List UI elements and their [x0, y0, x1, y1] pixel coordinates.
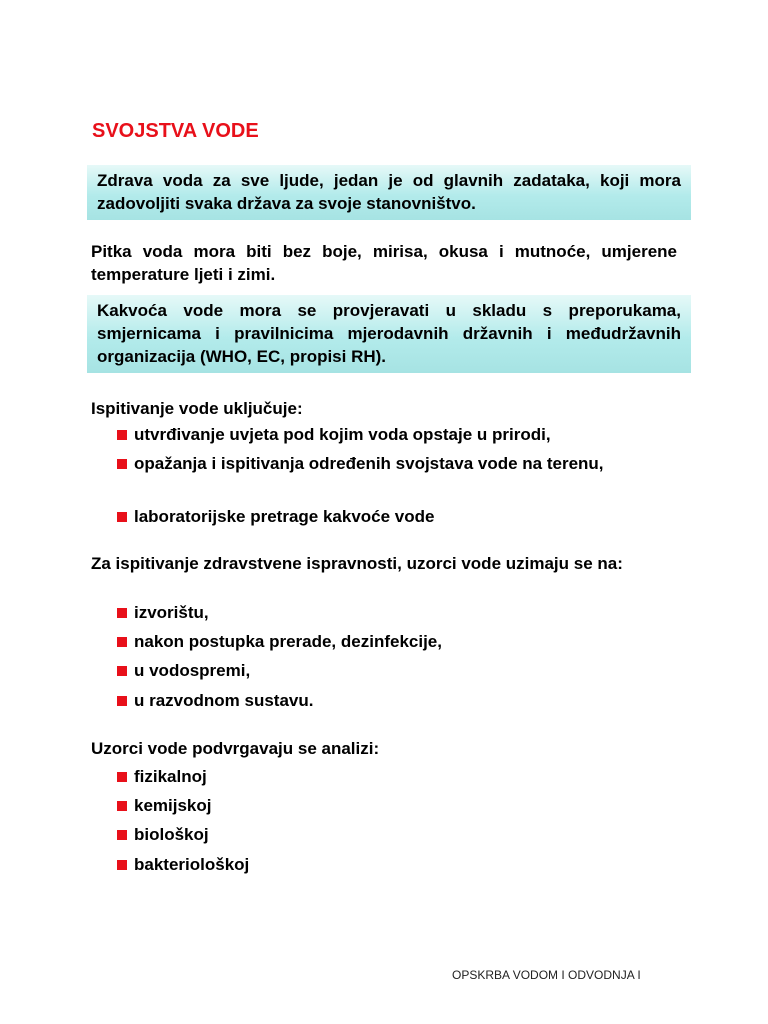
page-footer: OPSKRBA VODOM I ODVODNJA I	[452, 968, 641, 982]
bullet-square-icon	[117, 801, 127, 811]
list-item	[114, 630, 677, 653]
quality-box: Kakvoća vode mora se provjeravati u skladu s preporukama, smjernicama i pravilnicima mjerodavnih državnih i međudržavnih organizacija (WHO, EC, propisi RH).	[87, 295, 691, 373]
bullet-square-icon	[117, 608, 127, 618]
list-item-text: utvrđivanje uvjeta pod kojim voda opstaje u prirodi,	[134, 425, 551, 444]
bullet-square-icon	[117, 772, 127, 782]
bullet-square-icon	[117, 430, 127, 440]
bullet-square-icon	[117, 512, 127, 522]
list-item	[114, 452, 677, 475]
list-item-text: opažanja i ispitivanja određenih svojstava vode na terenu,	[134, 454, 604, 473]
list-item	[114, 659, 677, 682]
list-item-text: u razvodnom sustavu.	[134, 691, 314, 710]
list-item	[114, 505, 677, 528]
bullet-square-icon	[117, 637, 127, 647]
list-item-text: fizikalnoj	[134, 767, 207, 786]
bullet-square-icon	[117, 696, 127, 706]
list-item	[114, 823, 677, 846]
testing-heading: Ispitivanje vode uključuje:	[91, 399, 303, 418]
bullet-square-icon	[117, 860, 127, 870]
list-item-text: izvorištu,	[134, 603, 209, 622]
list-item-text: laboratorijske pretrage kakvoće vode	[134, 507, 435, 526]
bullet-square-icon	[117, 830, 127, 840]
list-item	[114, 601, 677, 624]
list-item	[114, 423, 677, 446]
list-item-text: u vodospremi,	[134, 661, 251, 680]
sampling-heading: Za ispitivanje zdravstvene ispravnosti, uzorci vode uzimaju se na:	[91, 554, 623, 573]
list-item	[114, 853, 677, 876]
paragraph-drinking-water: Pitka voda mora biti bez boje, mirisa, okusa i mutnoće, umjerene temperature ljeti i zimi.	[91, 242, 677, 284]
bullet-square-icon	[117, 666, 127, 676]
list-item	[114, 794, 677, 817]
analysis-heading: Uzorci vode podvrgavaju se analizi:	[91, 739, 380, 758]
list-item-text: nakon postupka prerade, dezinfekcije,	[134, 632, 442, 651]
list-item	[114, 765, 677, 788]
list-item-text: kemijskoj	[134, 796, 212, 815]
list-item-text: biološkoj	[134, 825, 209, 844]
intro-box: Zdrava voda za sve ljude, jedan je od glavnih zadataka, koji mora zadovoljiti svaka država za svoje stanovništvo.	[87, 165, 691, 220]
bullet-square-icon	[117, 459, 127, 469]
list-item	[114, 689, 677, 712]
list-item-text: bakteriološkoj	[134, 855, 250, 874]
page-title: SVOJSTVA VODE	[92, 120, 259, 142]
